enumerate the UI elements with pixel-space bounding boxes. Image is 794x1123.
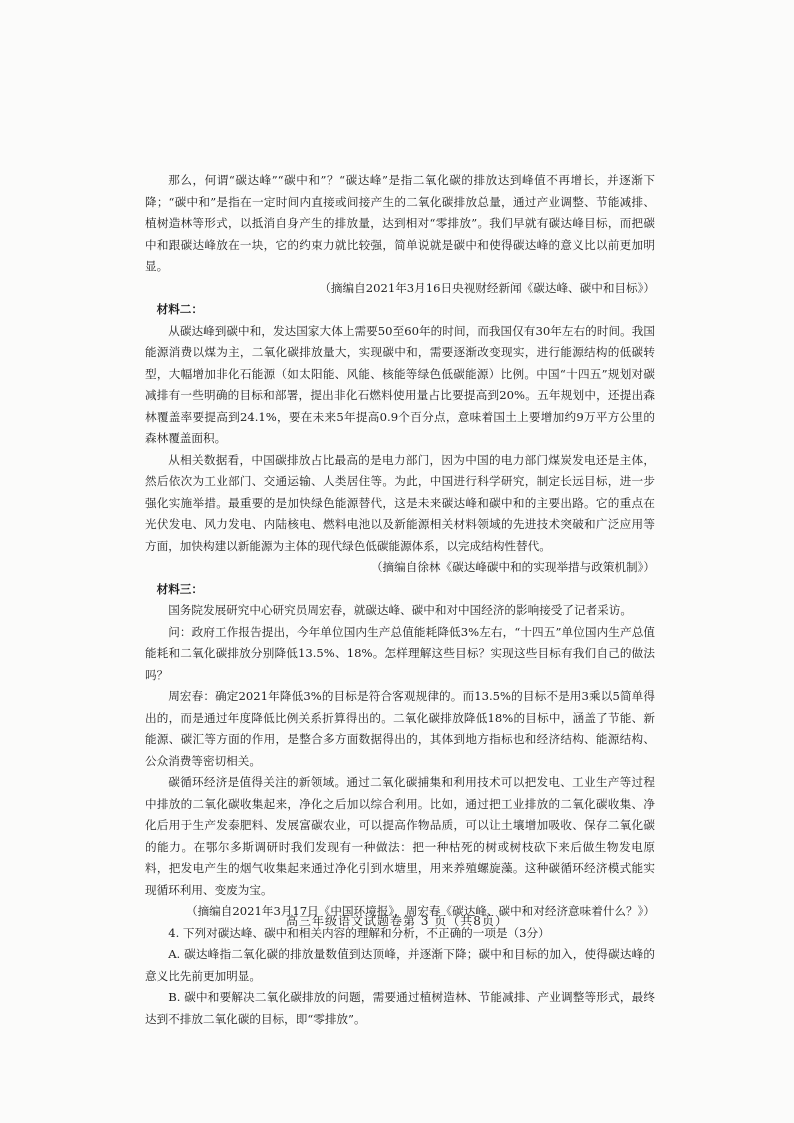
material2-heading: 材料二： <box>156 302 203 316</box>
question-4-stem: 4. 下列对碳达峰、碳中和相关内容的理解和分析，不正确的一项是（3分） <box>168 925 550 940</box>
material3-answer: 周宏春：确定2021年降低3%的目标是符合客观规律的。而13.5%的目标不是用3乘以5简单得出的，而是通过年度降低比例关系折算得出的。二氧化碳排放降低18%的目标中，涵盖了节能、新能源、碳汇等方面的作用，是整合多方面数据得出的，其体到地方指标也和经济结构、能源结构、公众消费等密切相关。 <box>145 689 655 768</box>
material2-paragraph-2: 从相关数据看，中国碳排放占比最高的是电力部门，因为中国的电力部门煤炭发电还是主体，然后依次为工业部门、交通运输、人类居住等。为此，中国进行科学研究，制定长远目标，进一步强化实施举措。最重要的是加快绿色能源替代，这是未来碳达峰和碳中和的主要出路。它的重点在光伏发电、风力发电、内陆核电、燃料电池以及新能源相关材料领域的先进技术突破和广泛应用等方面，加快构建以新能源为主体的现代绿色低碳能源体系，以完成结构性替代。 <box>145 452 655 553</box>
page-footer: 高三年级语文试题卷第 3 页（共8页） <box>286 914 508 928</box>
question-4-option-a: A. 碳达峰指二氧化碳的排放量数值到达顶峰，并逐渐下降；碳中和目标的加入，使得碳达峰的意义比先前更加明显。 <box>145 947 655 983</box>
intro-source: （摘编自2021年3月16日央视财经新闻《碳达峰、碳中和目标》） <box>319 280 655 295</box>
material2-paragraph-1: 从碳达峰到碳中和，发达国家大体上需要50至60年的时间，而我国仅有30年左右的时间。我国能源消费以煤为主，二氧化碳排放量大，实现碳中和，需要逐渐改变现实，进行能源结构的低碳转型，大幅增加非化石能源（如太阳能、风能、核能等绿色低碳能源）比例。中国“十四五”规划对碳减排有一些明确的目标和部署，提出非化石燃料使用量占比要提高到20%。五年规划中，还提出森林覆盖率要提高到24.1%，要在未来5年提高0.9个百分点，意味着国土上要增加约9万平方公里的森林覆盖面积。 <box>145 323 655 445</box>
material3-paragraph-1: 国务院发展研究中心研究员周宏春，就碳达峰、碳中和对中国经济的影响接受了记者采访。 <box>168 603 632 617</box>
material3-source: （摘编自2021年3月17日《中国环境报》，周宏春《碳达峰、碳中和对经济意味着什么？》） <box>185 904 655 918</box>
intro-paragraph: 那么，何谓“碳达峰”“碳中和”？“碳达峰”是指二氧化碳的排放达到峰值不再增长，并逐渐下降；“碳中和”是指在一定时间内直接或间接产生的二氧化碳排放总量，通过产业调整、节能减排、植树造林等形式，以抵消自身产生的排放量，达到相对“零排放”。我们早就有碳达峰目标，而把碳中和跟碳达峰放在一块，它的约束力就比较强，简单说就是碳中和使得碳达峰的意义比以前更加明显。 <box>145 173 655 273</box>
material3-paragraph-4: 碳循环经济是值得关注的新领域。通过二氧化碳捕集和利用技术可以把发电、工业生产等过程中排放的二氧化碳收集起来，净化之后加以综合利用。比如，通过把工业排放的二氧化碳收集、净化后用于生产发泰肥料、发展富碳农业，可以提高作物品质，可以让土壤增加吸收、保存二氧化碳的能力。在鄂尔多斯调研时我们发现有一种做法：把一种枯死的树或树枝砍下来后做生物发电原料，把发电产生的烟气收集起来通过净化引到水塘里，用来养殖螺旋藻。这种碳循环经济模式能实现循环利用、变废为宝。 <box>145 775 655 897</box>
material2-source: （摘编自徐林《碳达峰碳中和的实现举措与政策机制》） <box>370 560 655 574</box>
article-body <box>145 170 655 1030</box>
material3-question: 问：政府工作报告提出，今年单位国内生产总值能耗降低3%左右，“十四五”单位国内生产总值能耗和二氧化碳排放分别降低13.5%、18%。怎样理解这些目标？实现这些目标有我们自己的做法吗？ <box>145 624 655 682</box>
question-4-option-b: B. 碳中和要解决二氧化碳排放的问题，需要通过植树造林、节能减排、产业调整等形式，最终达到不排放二氧化碳的目标，即“零排放”。 <box>145 990 655 1026</box>
material3-heading: 材料三： <box>156 581 203 596</box>
